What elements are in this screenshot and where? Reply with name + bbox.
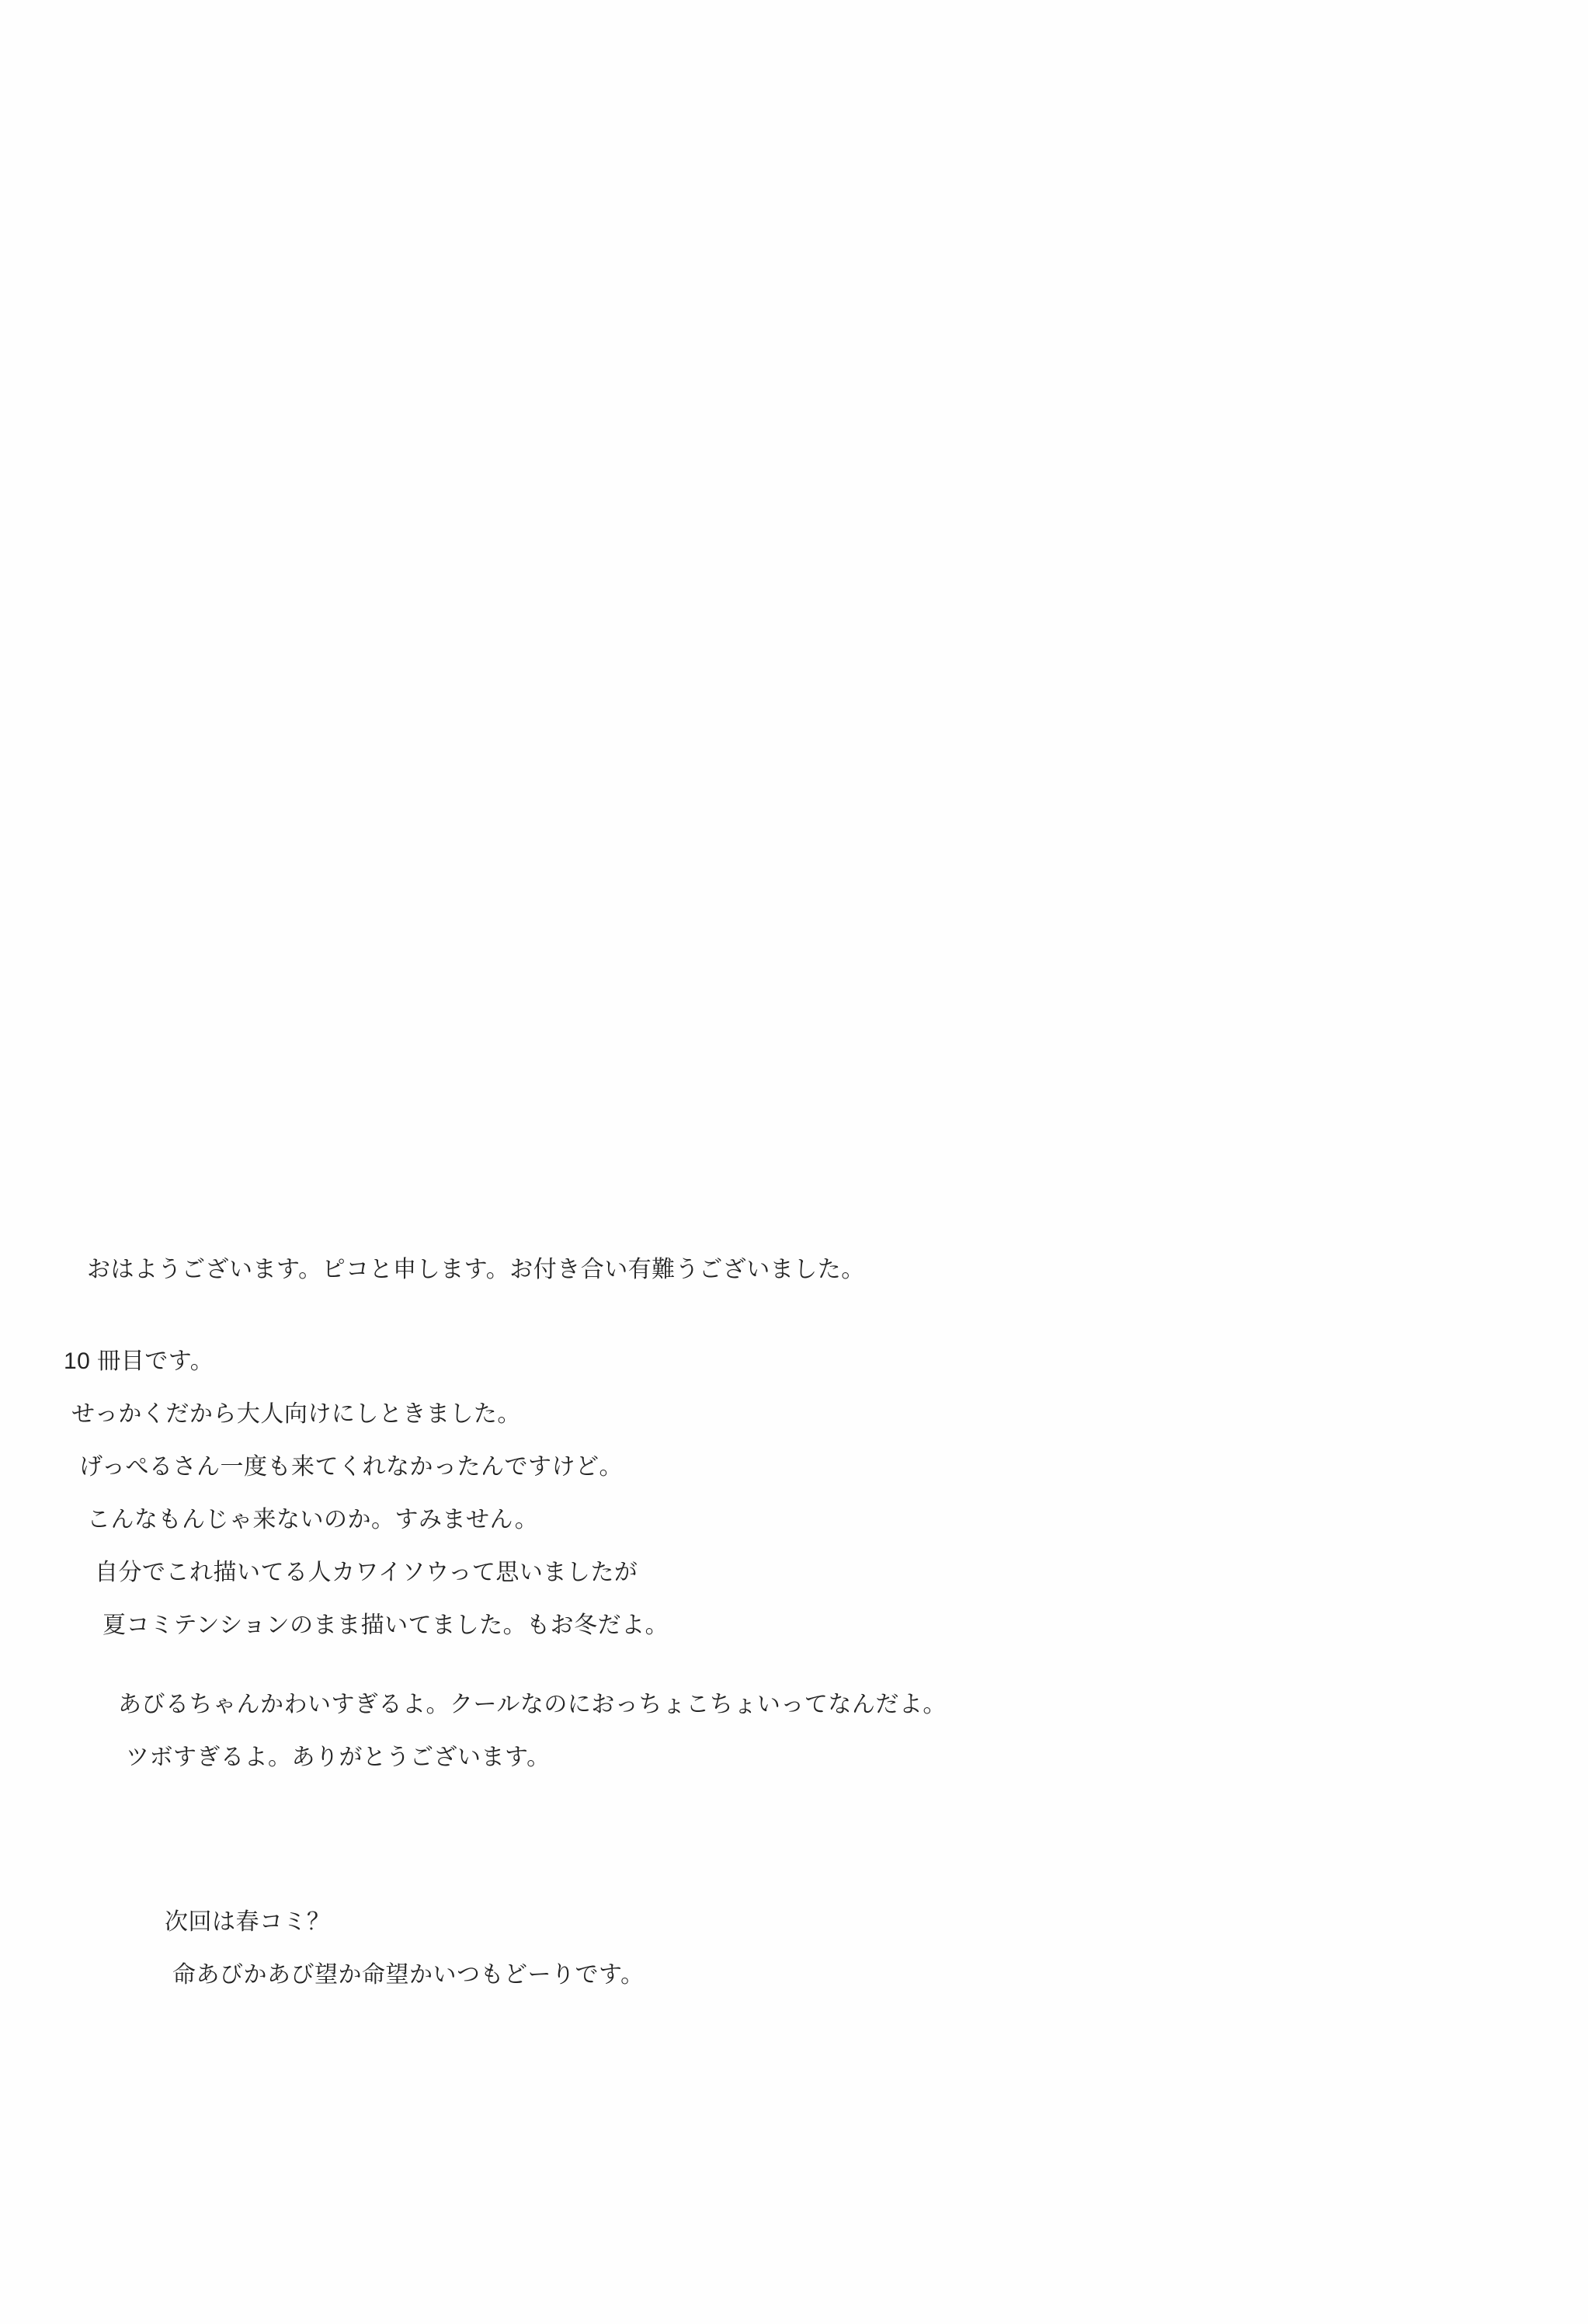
afterword-line: 自分でこれ描いてる人カワイソウって思いましたが: [95, 1560, 638, 1585]
afterword-line: せっかくだから大人向けにしときました。: [71, 1401, 521, 1427]
afterword-line: 次回は春コミ？: [165, 1909, 331, 1935]
afterword-line: あびるちゃんかわいすぎるよ。クールなのにおっちょこちょいってなんだよ。: [118, 1692, 947, 1717]
afterword-line: げっぺるさん一度も来てくれなかったんですけど。: [79, 1454, 623, 1480]
afterword-line: 10 冊目です。: [64, 1348, 214, 1374]
afterword-line: おはようございます。ピコと申します。お付き合い有難うございました。: [87, 1257, 865, 1282]
afterword-line: こんなもんじゃ来ないのか。すみません。: [87, 1507, 539, 1533]
afterword-line: 命あびかあび望か命望かいつもどーりです。: [172, 1962, 645, 1988]
afterword-line: ツボすぎるよ。ありがとうございます。: [126, 1745, 551, 1770]
afterword-line: 夏コミテンションのまま描いてました。もお冬だよ。: [103, 1613, 669, 1638]
